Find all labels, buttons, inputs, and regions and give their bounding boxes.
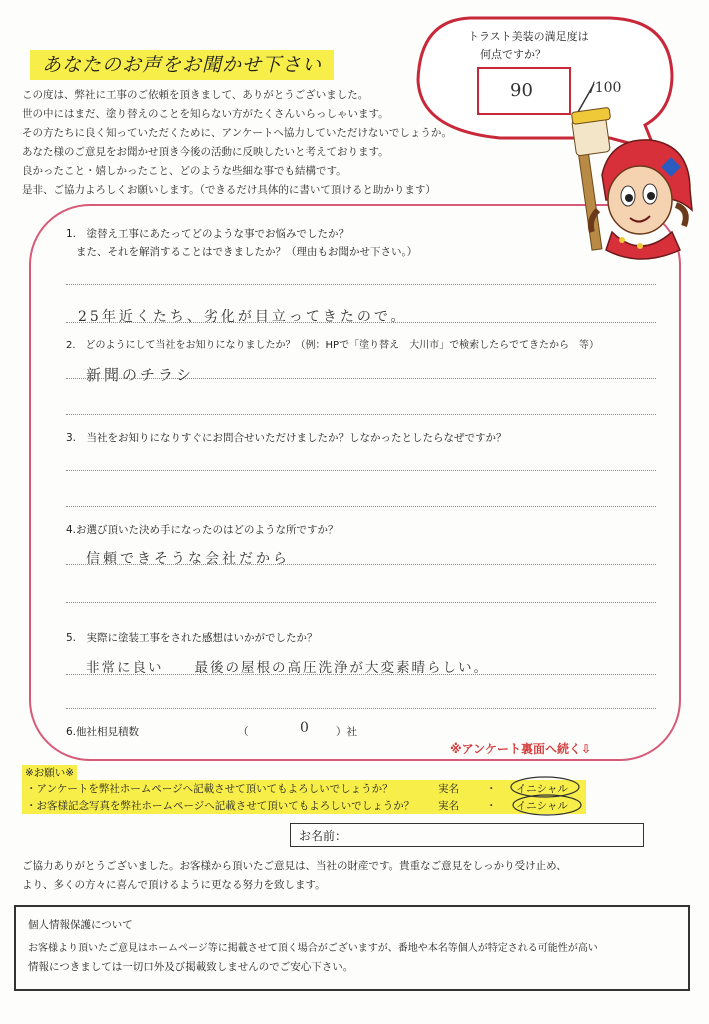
answer-4: 信頼できそうな会社だから (86, 551, 290, 567)
name-label: お名前： (299, 829, 348, 843)
request-item-1-real-name: 実名 (438, 783, 459, 795)
privacy-line-2: 情報につきましては一切口外及び掲載致しませんのでご安心下さい。 (28, 961, 354, 973)
satisfaction-score: 90 (510, 80, 533, 101)
intro-line: 是非、ご協力よろしくお願いします。（できるだけ具体的に書いて頂けると助かります） (22, 184, 436, 196)
request-item-1: ・アンケートを弊社ホームページへ記載させて頂いてもよろしいでしょうか？ (26, 783, 393, 795)
question-1-line2: また、それを解消することはできましたか？（理由もお聞かせ下さい。） (76, 246, 418, 258)
mascot-painter-icon (591, 140, 692, 259)
intro-line: その方たちに良く知っていただくために、アンケートへ協力していただけないでしょうか。 (22, 127, 452, 139)
request-item-2-initial: イニシャル (516, 800, 568, 812)
answer-5: 非常に良い 最後の屋根の高圧洗浄が大変素晴らしい。 (86, 660, 489, 676)
satisfaction-question-line2: 何点ですか？ (480, 48, 546, 61)
answer-1: 25年近くたち、劣化が目立ってきたので。 (78, 309, 408, 325)
question-6-value: 0 (300, 720, 312, 736)
question-2: 2. どのようにして当社をお知りになりましたか？（例：HPで「塗り替え 大川市」で検索したらでてきたから 等） (66, 340, 599, 351)
request-item-2-real-name: 実名 (438, 800, 459, 812)
survey-frame (30, 205, 680, 760)
answer-line (66, 602, 656, 603)
answer-2: 新聞のチラシ (86, 366, 195, 384)
answer-line (66, 414, 656, 415)
question-1-line1: 1. 塗替え工事にあたってどのような事でお悩みでしたか？ (66, 228, 350, 240)
question-6-close-paren: ）社 (336, 726, 357, 738)
continue-note: ※アンケート裏面へ続く⇩ (450, 742, 592, 756)
request-item-1-dot: ・ (486, 783, 497, 795)
answer-line (66, 470, 656, 471)
question-3: 3. 当社をお知りになりすぐにお問合せいただけましたか？しなかったとしたらなぜですか？ (66, 432, 507, 444)
privacy-title: 個人情報保護について (28, 919, 133, 931)
initial-circle-marks (505, 774, 595, 820)
answer-line (66, 506, 656, 507)
question-4: 4.お選び頂いた決め手になったのはどのような所ですか？ (66, 524, 339, 536)
question-6-open-paren: （ (238, 726, 249, 738)
intro-line: この度は、弊社に工事のご依頼を頂きまして、ありがとうございました。 (22, 89, 369, 101)
name-field[interactable] (290, 823, 644, 847)
intro-text (22, 86, 492, 200)
request-item-2-dot: ・ (486, 800, 497, 812)
request-item-1-initial: イニシャル (516, 783, 568, 795)
answer-line (66, 284, 656, 285)
question-5: 5. 実際に塗装工事をされた感想はいかがでしたか？ (66, 632, 318, 644)
answer-line (66, 674, 656, 675)
intro-line: 世の中にはまだ、塗り替えのことを知らない方がたくさんいらっしゃいます。 (22, 108, 389, 120)
question-6-label: 6.他社相見積数 (66, 726, 140, 738)
intro-line: 良かったこと・嬉しかったこと、どのような些細な事でも結構です。 (22, 165, 347, 177)
request-header: ※お願い※ (22, 765, 77, 780)
answer-line (66, 322, 656, 323)
privacy-line-1: お客様より頂いたご意見はホームページ等に掲載させて頂く場合がございますが、番地や本名等個人が特定される可能性が高い (28, 943, 598, 954)
privacy-box (14, 905, 690, 991)
thanks-text (22, 857, 567, 895)
thanks-line: より、多くの方々に喜んで頂けるように更なる努力を致します。 (22, 879, 326, 891)
answer-line (66, 564, 656, 565)
answer-line (66, 378, 656, 379)
thanks-line: ご協力ありがとうございました。お客様から頂いたご意見は、当社の財産です。貴重なご意見をしっかり受け止め、 (22, 860, 567, 872)
satisfaction-question-line1: トラスト美装の満足度は (468, 30, 589, 43)
intro-line: あなた様のご意見をお聞かせ頂き今後の活動に反映したいと考えております。 (22, 146, 389, 158)
satisfaction-max: /100 (590, 80, 622, 96)
request-item-2: ・お客様記念写真を弊社ホームページへ記載させて頂いてもよろしいでしょうか？ (26, 800, 415, 812)
page-title: あなたのお声をお聞かせ下さい (30, 50, 334, 80)
answer-line (66, 708, 656, 709)
